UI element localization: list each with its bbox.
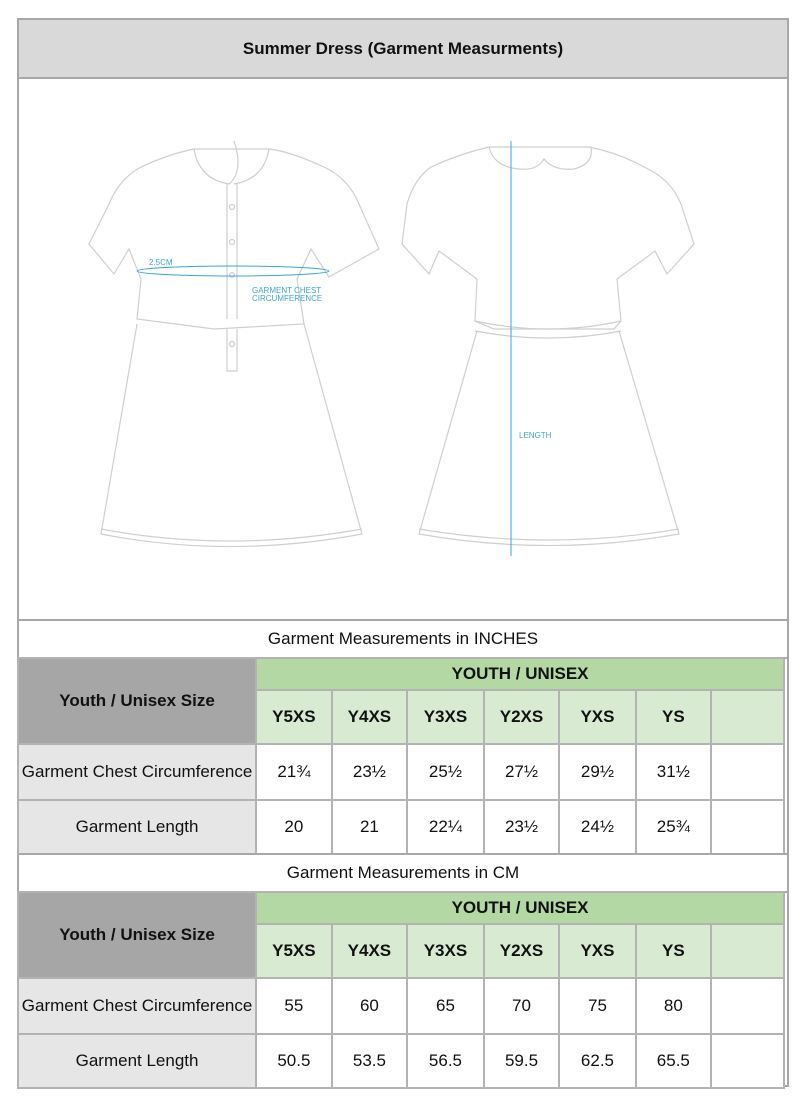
cell: 25¾: [636, 800, 711, 854]
cell: 75: [559, 978, 635, 1034]
size-col-y2xs: Y2XS: [484, 924, 560, 978]
garment-drawing: [19, 79, 787, 619]
cell: 20: [256, 800, 332, 854]
cell: [711, 800, 784, 854]
row-label-length: Garment Length: [18, 800, 256, 854]
cell: 24½: [559, 800, 635, 854]
page-title: Summer Dress (Garment Measurments): [19, 20, 787, 79]
cm-table: [17, 891, 785, 1089]
length-label: LENGTH: [519, 431, 552, 440]
table-row: [18, 744, 784, 800]
cell: 80: [636, 978, 711, 1034]
cell: 59.5: [484, 1034, 560, 1088]
cell: 53.5: [332, 1034, 408, 1088]
cell: 25½: [407, 744, 484, 800]
size-col-y5xs: Y5XS: [256, 690, 332, 744]
table-row: [18, 800, 784, 854]
inches-table: [17, 657, 785, 855]
cell: 65: [407, 978, 484, 1034]
cell: 23½: [484, 800, 560, 854]
size-chart-sheet: [17, 18, 789, 1087]
size-col-y4xs: Y4XS: [332, 690, 408, 744]
front-dress-outline: [89, 141, 379, 547]
cell: 21: [332, 800, 408, 854]
back-dress-outline: [402, 147, 694, 546]
size-col-empty: [711, 924, 784, 978]
cell: [711, 744, 784, 800]
cell: 60: [332, 978, 408, 1034]
cell: 65.5: [636, 1034, 711, 1088]
cell: [711, 978, 784, 1034]
cm-section-title: Garment Measurements in CM: [19, 853, 787, 893]
cell: [711, 1034, 784, 1088]
youth-band-header: YOUTH / UNISEX: [256, 892, 784, 924]
size-col-ys: YS: [636, 690, 711, 744]
size-col-y5xs: Y5XS: [256, 924, 332, 978]
size-col-y4xs: Y4XS: [332, 924, 408, 978]
collar-width-label: 2.5CM: [149, 258, 173, 267]
chest-label-line2: CIRCUMFERENCE: [252, 294, 323, 303]
cell: 31½: [636, 744, 711, 800]
size-col-ys: YS: [636, 924, 711, 978]
cell: 70: [484, 978, 560, 1034]
cell: 23½: [332, 744, 408, 800]
cell: 55: [256, 978, 332, 1034]
dress-technical-sketch: [19, 79, 787, 619]
cell: 21¾: [256, 744, 332, 800]
row-label-chest: Garment Chest Circumference: [18, 978, 256, 1034]
size-col-empty: [711, 690, 784, 744]
size-header: Youth / Unisex Size: [18, 658, 256, 744]
cell: 27½: [484, 744, 560, 800]
cell: 50.5: [256, 1034, 332, 1088]
size-col-yxs: YXS: [559, 924, 635, 978]
table-row: [18, 978, 784, 1034]
row-label-length: Garment Length: [18, 1034, 256, 1088]
cell: 56.5: [407, 1034, 484, 1088]
cell: 29½: [559, 744, 635, 800]
size-col-yxs: YXS: [559, 690, 635, 744]
inches-section-title: Garment Measurements in INCHES: [19, 619, 787, 659]
table-row: [18, 1034, 784, 1088]
size-col-y2xs: Y2XS: [484, 690, 560, 744]
cell: 22¼: [407, 800, 484, 854]
youth-band-header: YOUTH / UNISEX: [256, 658, 784, 690]
size-col-y3xs: Y3XS: [407, 924, 484, 978]
cell: 62.5: [559, 1034, 635, 1088]
size-header: Youth / Unisex Size: [18, 892, 256, 978]
size-col-y3xs: Y3XS: [407, 690, 484, 744]
chest-label-line1: GARMENT CHEST: [252, 286, 322, 295]
row-label-chest: Garment Chest Circumference: [18, 744, 256, 800]
